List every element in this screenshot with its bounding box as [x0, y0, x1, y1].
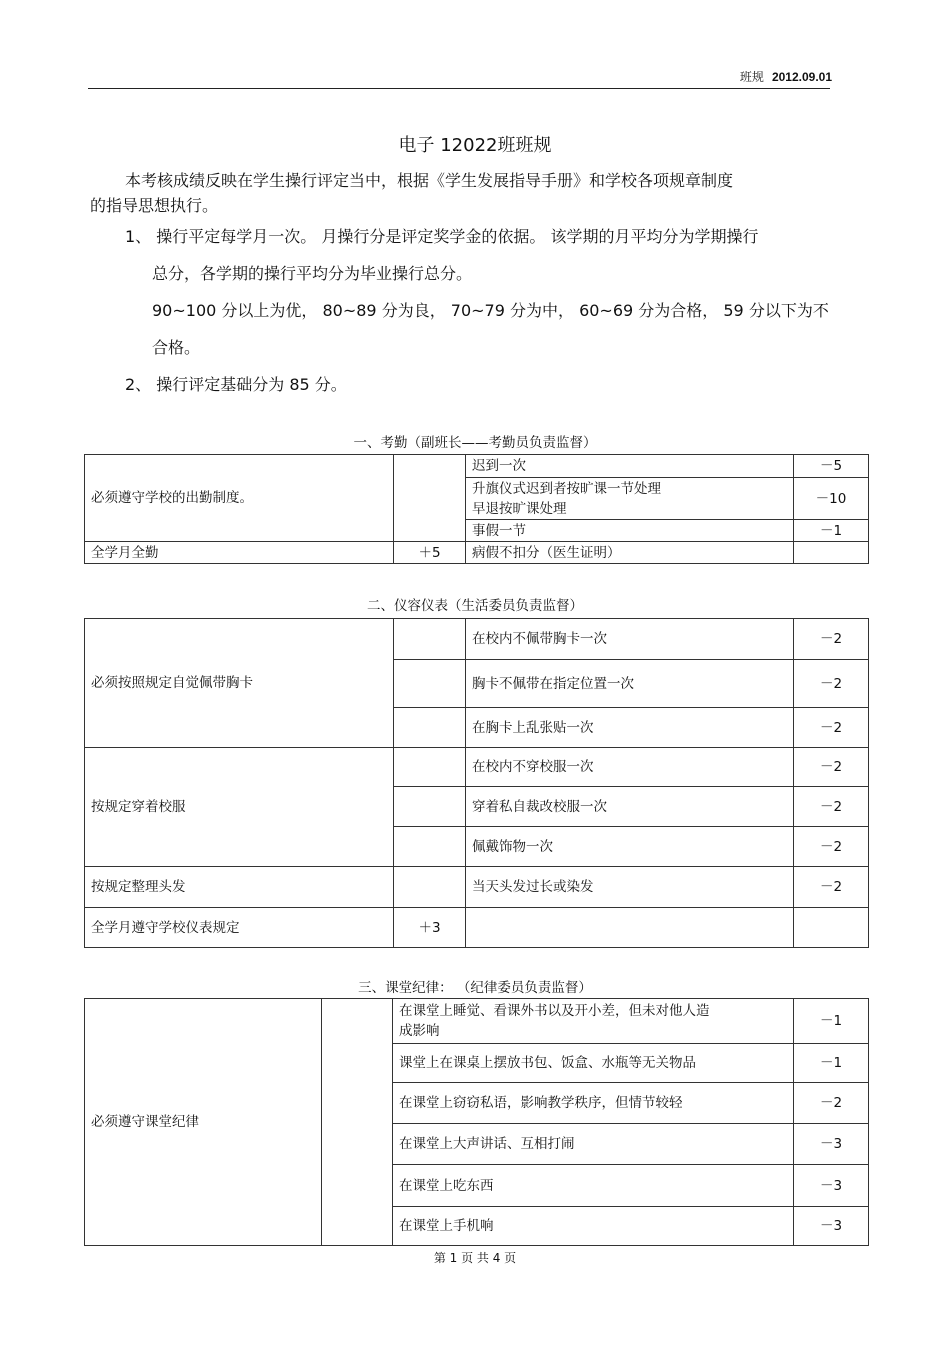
- rule-1-line-2: 总分，各学期的操行平均分为毕业操行总分。: [152, 264, 473, 283]
- table-row: [85, 908, 869, 948]
- item-desc: 在校内不穿校服一次: [466, 748, 794, 787]
- item-desc: 在课堂上吃东西: [393, 1165, 794, 1207]
- item-desc: 升旗仪式迟到者按旷课一节处理 早退按旷课处理: [466, 478, 794, 520]
- item-desc: 佩戴饰物一次: [466, 827, 794, 867]
- item-desc: 在课堂上大声讲话、互相打闹: [393, 1124, 794, 1165]
- section-2-caption: 二、仪容仪表（生活委员负责监督）: [367, 598, 583, 614]
- item-desc: 在课堂上手机响: [393, 1207, 794, 1246]
- attendance-table: [84, 454, 869, 564]
- item-score: －2: [794, 787, 869, 827]
- intro-line-2: 的指导思想执行。: [90, 196, 219, 215]
- item-score: －1: [794, 520, 869, 542]
- item-desc: 迟到一次: [466, 455, 794, 478]
- badge-group: 必须按照规定自觉佩带胸卡: [85, 619, 394, 748]
- table-row: [85, 867, 869, 908]
- document-title: 电子 12022班班规: [398, 135, 552, 156]
- bonus-points: ＋3: [394, 908, 466, 948]
- page-footer: 第 1 页 共 4 页: [433, 1251, 517, 1265]
- header-label: 班规: [739, 70, 764, 84]
- bonus-item: 全学月遵守学校仪表规定: [85, 908, 394, 948]
- rule-1-line-1: 1、 操行平定每学月一次。 月操行分是评定奖学金的依据。 该学期的月平均分为学期操行: [125, 227, 759, 246]
- item-score: －10: [794, 478, 869, 520]
- item-desc: 在课堂上睡觉、看课外书以及开小差，但未对他人造 成影响: [393, 999, 794, 1044]
- item-score: －2: [794, 748, 869, 787]
- rule-1-line-4: 合格。: [152, 338, 201, 357]
- section-3-caption: 三、课堂纪律： （纪律委员负责监督）: [358, 980, 592, 996]
- bonus-points: ＋5: [394, 542, 466, 564]
- attendance-group: 必须遵守学校的出勤制度。: [85, 455, 394, 542]
- item-desc: 病假不扣分（医生证明）: [466, 542, 794, 564]
- item-desc: 事假一节: [466, 520, 794, 542]
- intro-line-1: 本考核成绩反映在学生操行评定当中，根据《学生发展指导手册》和学校各项规章制度: [125, 171, 734, 190]
- item-score: －2: [794, 867, 869, 908]
- section-1-caption: 一、考勤（副班长——考勤员负责监督）: [353, 435, 597, 451]
- item-desc: 在课堂上窃窃私语，影响教学秩序，但情节较轻: [393, 1083, 794, 1124]
- item-score: －5: [794, 455, 869, 478]
- rule-2: 2、 操行评定基础分为 85 分。: [125, 375, 347, 394]
- item-score: －3: [794, 1207, 869, 1246]
- item-score: －2: [794, 619, 869, 660]
- item-desc: 胸卡不佩带在指定位置一次: [466, 660, 794, 708]
- table-row: [85, 542, 869, 564]
- item-desc: 穿着私自裁改校服一次: [466, 787, 794, 827]
- item-score: －1: [794, 1044, 869, 1083]
- item-score: －2: [794, 708, 869, 748]
- bonus-item: 全学月全勤: [85, 542, 394, 564]
- item-score: －2: [794, 660, 869, 708]
- item-score: －1: [794, 999, 869, 1044]
- classroom-group: 必须遵守课堂纪律: [85, 999, 322, 1246]
- table-row: [85, 999, 869, 1044]
- appearance-table: [84, 618, 869, 948]
- item-score: －2: [794, 827, 869, 867]
- table-row: [85, 455, 869, 478]
- item-desc: 课堂上在课桌上摆放书包、饭盒、水瓶等无关物品: [393, 1044, 794, 1083]
- hair-group: 按规定整理头发: [85, 867, 394, 908]
- item-desc: 在胸卡上乱张贴一次: [466, 708, 794, 748]
- item-desc: 在校内不佩带胸卡一次: [466, 619, 794, 660]
- classroom-table: [84, 998, 869, 1246]
- header-rule: [88, 88, 830, 89]
- uniform-group: 按规定穿着校服: [85, 748, 394, 867]
- item-score: －3: [794, 1165, 869, 1207]
- item-desc: 当天头发过长或染发: [466, 867, 794, 908]
- table-row: [85, 748, 869, 787]
- table-row: [85, 619, 869, 660]
- rule-1-line-3: 90~100 分以上为优， 80~89 分为良， 70~79 分为中， 60~69 分为合格， 59 分以下为不: [152, 301, 829, 320]
- item-score: －2: [794, 1083, 869, 1124]
- header-date: 2012.09.01: [771, 70, 832, 84]
- item-score: －3: [794, 1124, 869, 1165]
- page-header: [740, 68, 832, 85]
